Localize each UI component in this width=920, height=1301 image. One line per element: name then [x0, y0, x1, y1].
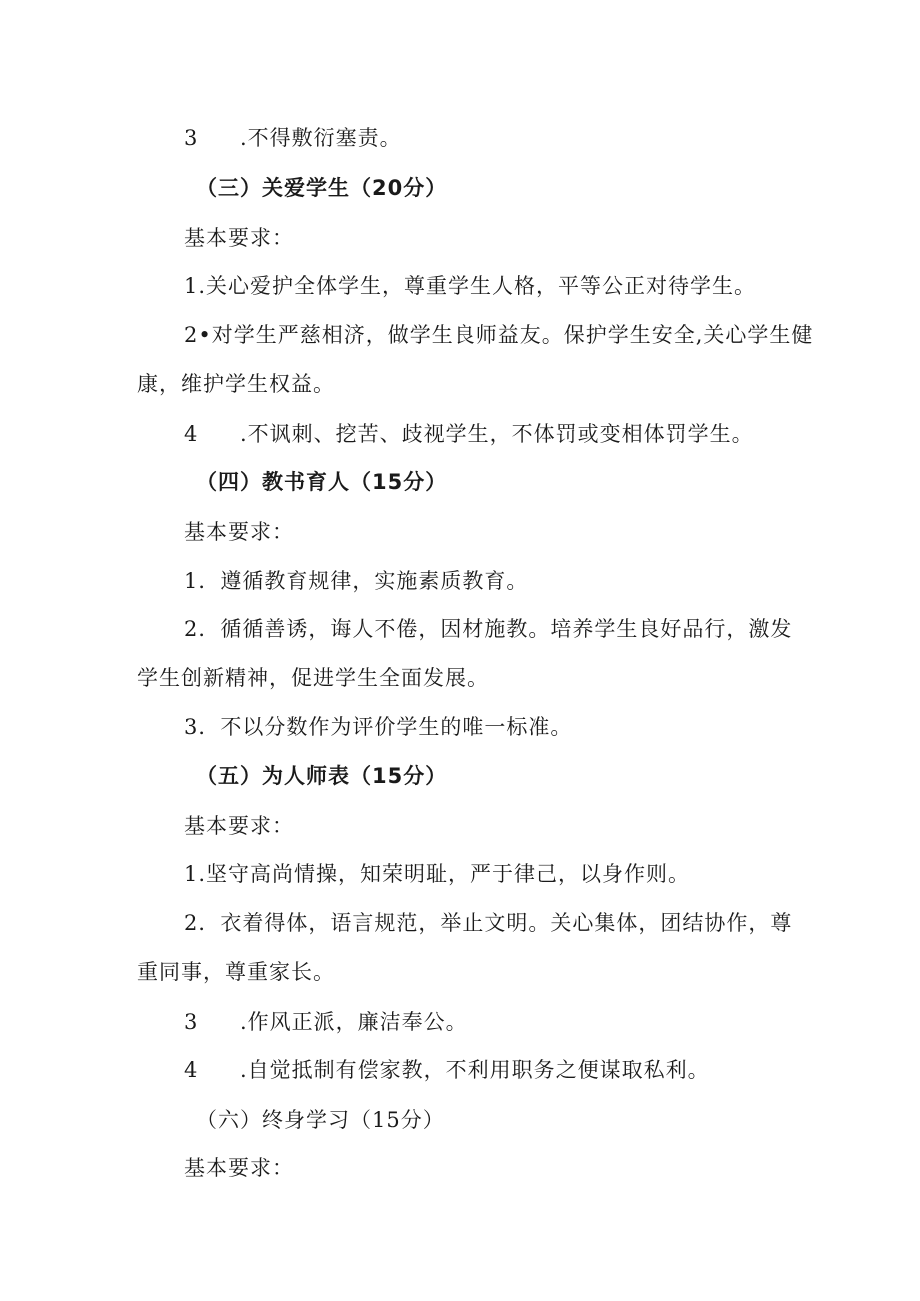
- section-heading-lifelong-learning: （六）终身学习（15分）: [196, 1108, 445, 1132]
- list-text: .不得敷衍塞责。: [240, 126, 402, 150]
- list-item: 1．遵循教育规律，实施素质教育。: [184, 569, 529, 593]
- list-item-continuation: 重同事，尊重家长。: [137, 960, 335, 984]
- basic-requirements-label: 基本要求：: [184, 520, 294, 544]
- list-item: 1.坚守高尚情操，知荣明耻，严于律己，以身作则。: [184, 862, 691, 886]
- basic-requirements-label: 基本要求：: [184, 814, 294, 838]
- list-item: 2•对学生严慈相济，做学生良师益友。保护学生安全,关心学生健: [184, 323, 814, 347]
- list-item-continuation: 学生创新精神，促进学生全面发展。: [137, 666, 489, 690]
- section-heading-care-students: （三）关爱学生（20分）: [196, 176, 448, 200]
- list-item: 2．衣着得体，语言规范，举止文明。关心集体，团结协作，尊: [184, 911, 793, 935]
- list-item: 1.关心爱护全体学生，尊重学生人格，平等公正对待学生。: [184, 274, 757, 298]
- list-item-4-no-paid-tutoring: [184, 1058, 710, 1082]
- list-item-3-integrity: [184, 1010, 468, 1034]
- basic-requirements-label: 基本要求：: [184, 226, 294, 250]
- list-number: 4: [184, 1058, 199, 1082]
- list-item-3-no-perfunctory: [184, 126, 402, 150]
- list-number: 3: [184, 126, 199, 150]
- list-item: 2．循循善诱，诲人不倦，因材施教。培养学生良好品行，激发: [184, 617, 793, 641]
- list-number: 3: [184, 1010, 199, 1034]
- list-item-continuation: 康，维护学生权益。: [137, 372, 335, 396]
- list-text: .自觉抵制有偿家教，不利用职务之便谋取私利。: [240, 1058, 710, 1082]
- list-item: 3．不以分数作为评价学生的唯一标准。: [184, 715, 573, 739]
- list-text: .作风正派，廉洁奉公。: [240, 1010, 468, 1034]
- list-item-4-no-punishment: [184, 422, 754, 446]
- section-heading-role-model: （五）为人师表（15分）: [196, 764, 448, 788]
- basic-requirements-label: 基本要求：: [184, 1156, 294, 1180]
- section-heading-teaching-educating: （四）教书育人（15分）: [196, 470, 448, 494]
- list-number: 4: [184, 422, 199, 446]
- list-text: .不讽刺、挖苦、歧视学生，不体罚或变相体罚学生。: [240, 422, 754, 446]
